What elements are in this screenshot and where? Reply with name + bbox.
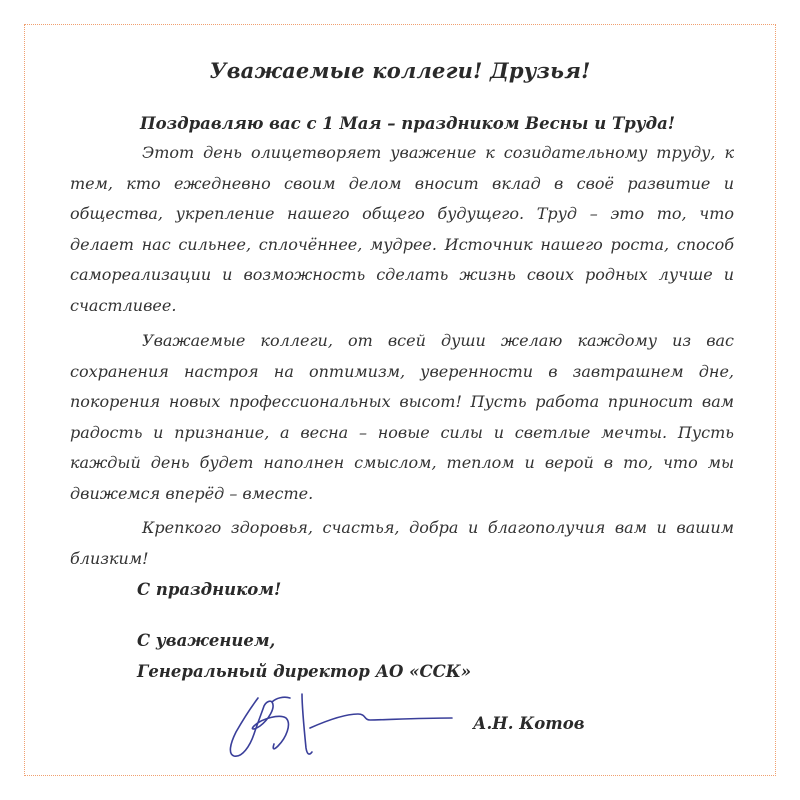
greeting-line: Поздравляю вас с 1 Мая – праздником Весны и Труда! — [140, 114, 676, 133]
paragraph-3: Крепкого здоровья, счастья, добра и благополучия вам и вашим близким! — [70, 518, 734, 568]
paragraph-1: Этот день олицетворяет уважение к созидательному труду, к тем, кто ежедневно своим делом вносит вклад в своё развитие и общества, укрепление нашего общего будущего. Труд – это то, что делает нас сильнее, сплочённее, мудрее. Источник нашего роста, способ самореализации и возможность сделать жизнь своих родных лучше и счастливее. — [70, 143, 734, 315]
regards-line: С уважением, — [137, 631, 276, 650]
paragraph-2: Уважаемые коллеги, от всей души желаю каждому из вас сохранения настроя на оптимизм, уверенности в завтрашнем дне, покорения новых профессиональных высот! Пусть работа приносит вам радость и признание, а весна – новые силы и светлые мечты. Пусть каждый день будет наполнен смыслом, теплом и верой в то, что мы движемся вперёд – вместе. — [70, 331, 734, 503]
regards-block — [137, 625, 471, 687]
handwritten-signature — [220, 688, 460, 768]
signer-name: А.Н. Котов — [473, 714, 585, 733]
letter-title: Уважаемые коллеги! Друзья! — [209, 58, 591, 83]
closing-line: С праздником! — [137, 580, 282, 599]
signer-position: Генеральный директор АО «ССК» — [137, 662, 472, 681]
